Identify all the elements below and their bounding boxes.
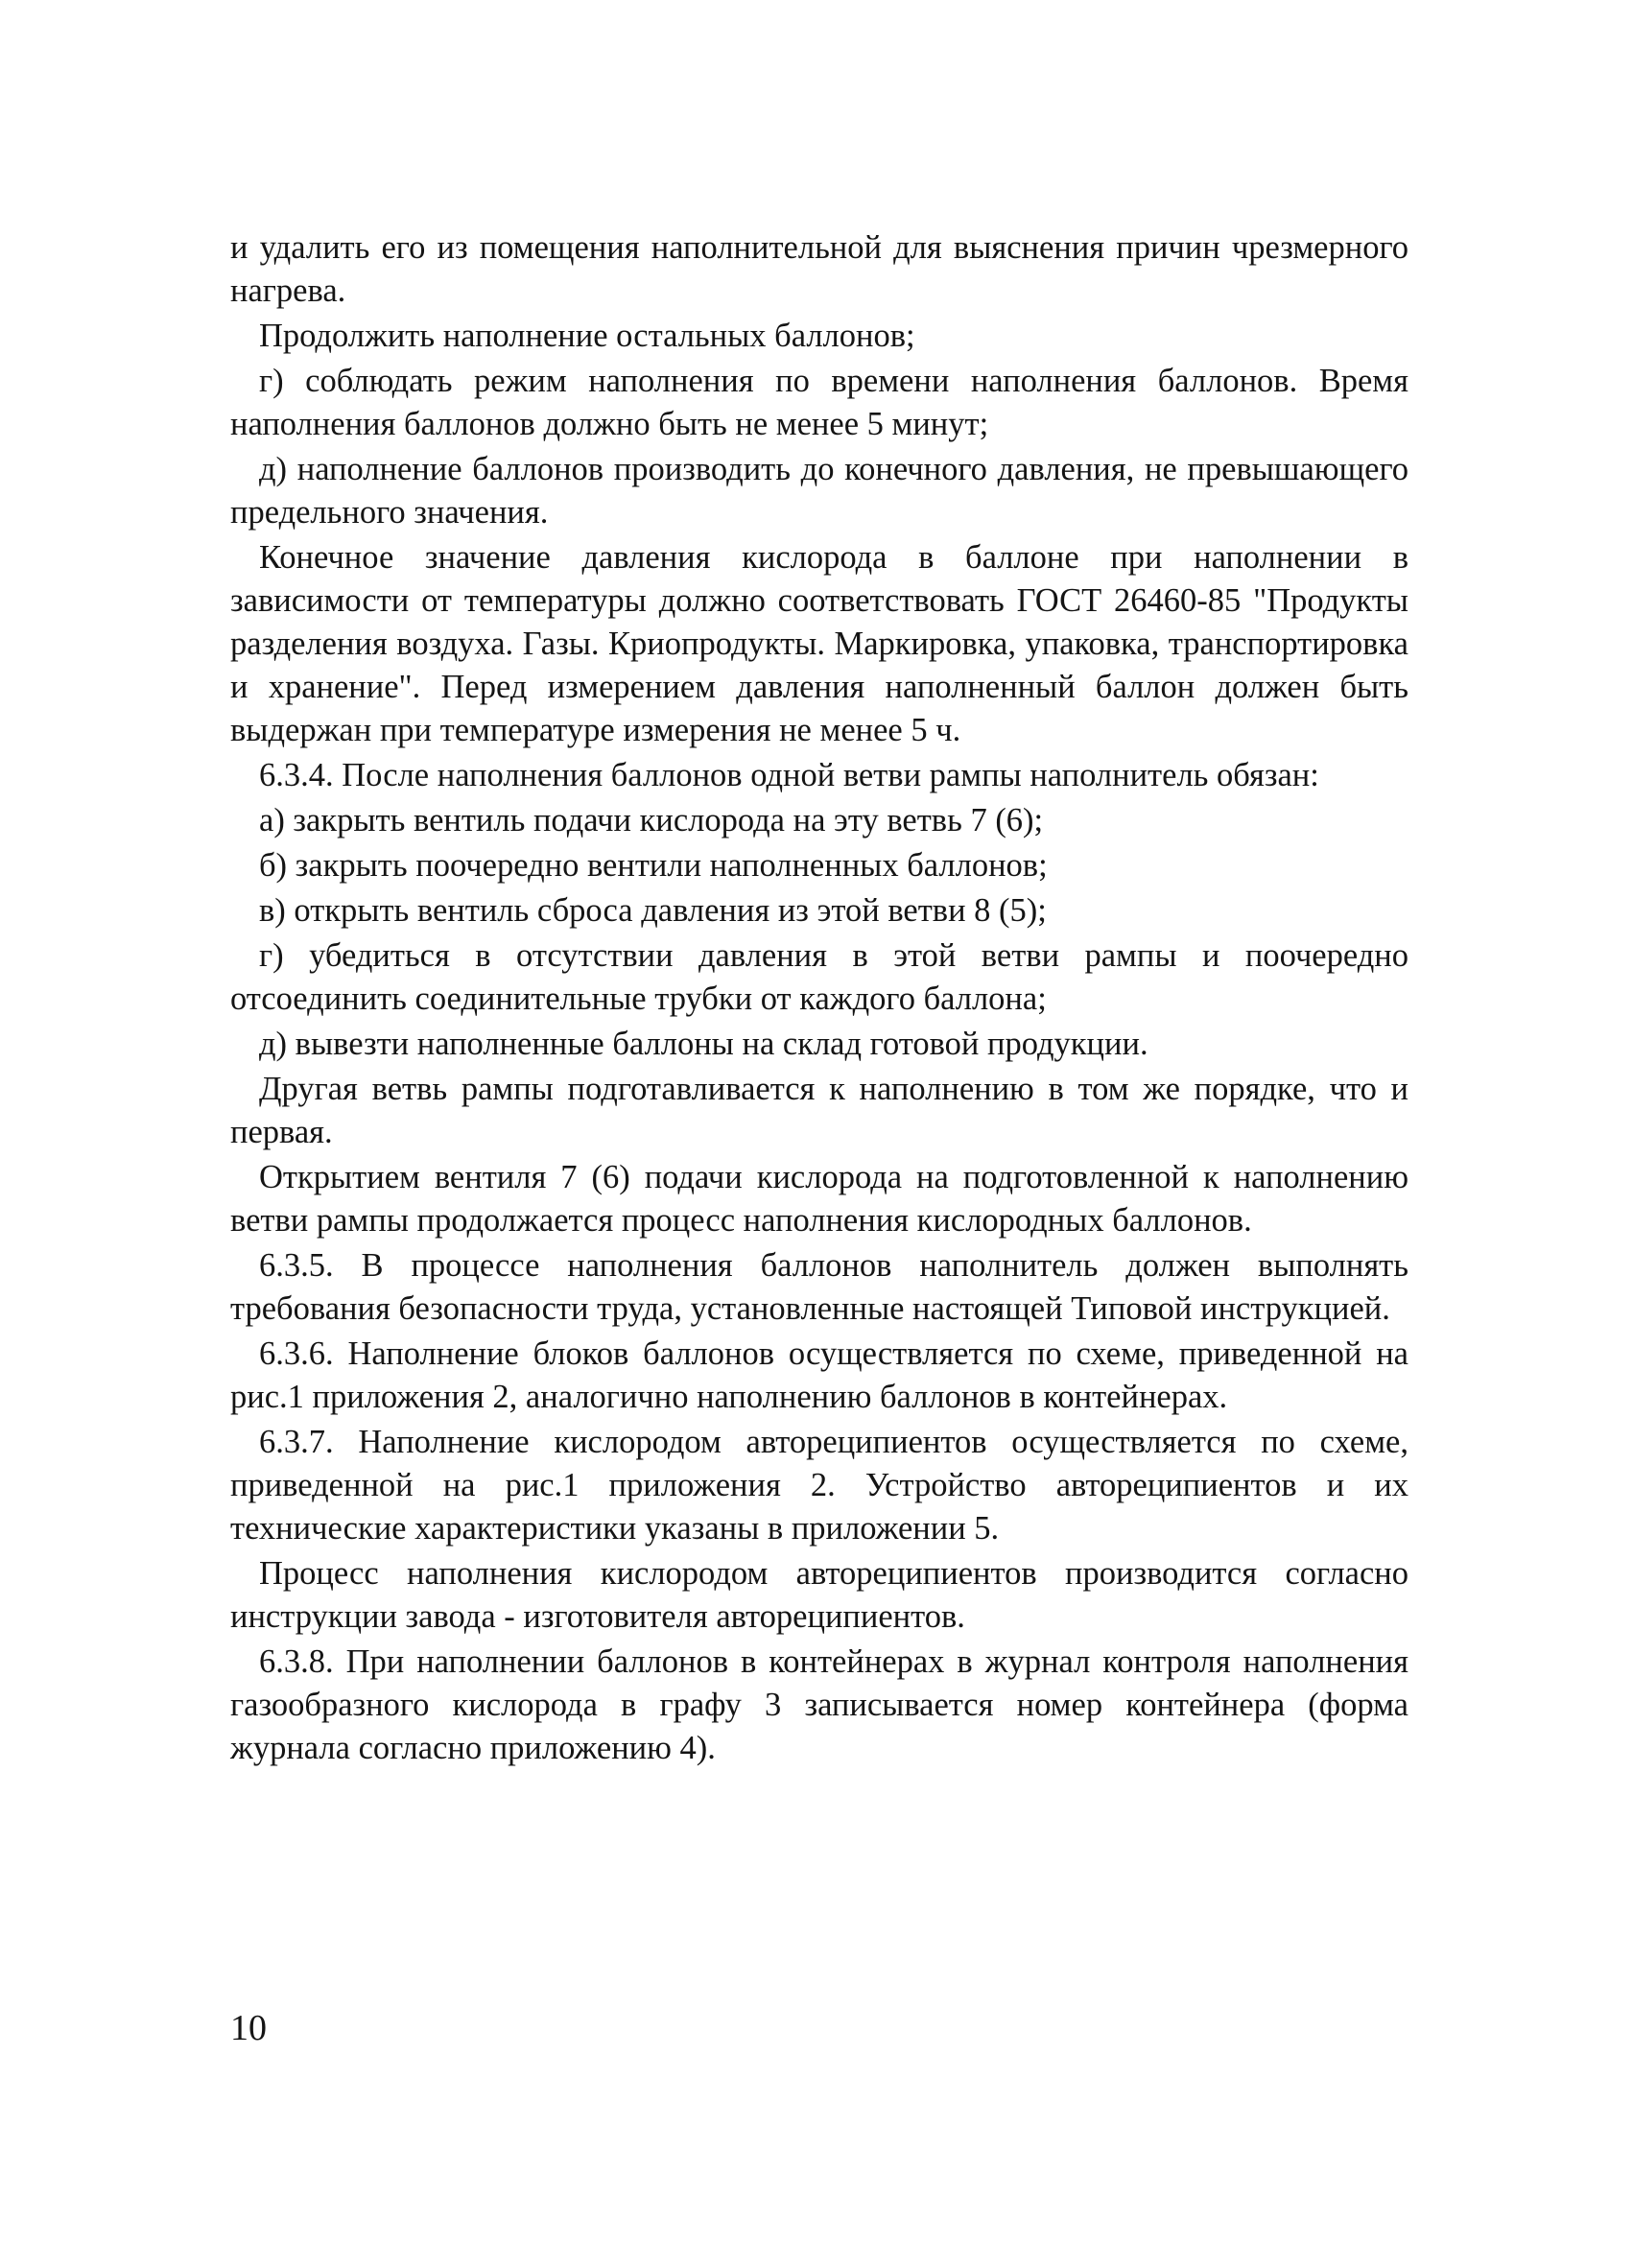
paragraph: д) вывезти наполненные баллоны на склад готовой продукции. [259, 1026, 1148, 1062]
paragraph: 6.3.5. В процессе наполнения баллонов наполнитель должен выполнять требования безопасности труда, установленные настоящей Типовой инструкцией. [230, 1247, 1408, 1327]
paragraph: б) закрыть поочередно вентили наполненных баллонов; [259, 847, 1048, 884]
paragraph: Открытием вентиля 7 (6) подачи кислорода на подготовленной к наполнению ветви рампы продолжается процесс наполнения кислородных баллонов. [230, 1159, 1408, 1239]
paragraph: Другая ветвь рампы подготавливается к наполнению в том же порядке, что и первая. [230, 1071, 1408, 1150]
paragraph: а) закрыть вентиль подачи кислорода на эту ветвь 7 (6); [259, 802, 1044, 839]
paragraph: г) соблюдать режим наполнения по времени наполнения баллонов. Время наполнения баллонов должно быть не менее 5 минут; [230, 363, 1408, 442]
paragraph: в) открыть вентиль сброса давления из этой ветви 8 (5); [259, 892, 1047, 929]
paragraph: д) наполнение баллонов производить до конечного давления, не превышающего предельного значения. [230, 451, 1408, 531]
paragraph: 6.3.8. При наполнении баллонов в контейнерах в журнал контроля наполнения газообразного кислорода в графу 3 записывается номер контейнера (форма журнала согласно приложению 4). [230, 1643, 1408, 1766]
paragraph: Конечное значение давления кислорода в баллоне при наполнении в зависимости от температуры должно соответствовать ГОСТ 26460-85 "Продукты разделения воздуха. Газы. Криопродукты. Маркировка, упаковка, транспортировка и хранение". Перед измерением давления наполненный баллон должен быть выдержан при температуре измерения не менее 5 ч. [230, 539, 1408, 748]
paragraph: 6.3.6. Наполнение блоков баллонов осуществляется по схеме, приведенной на рис.1 приложения 2, аналогично наполнению баллонов в контейнерах. [230, 1335, 1408, 1415]
paragraph: Продолжить наполнение остальных баллонов; [259, 318, 915, 354]
paragraph: г) убедиться в отсутствии давления в этой ветви рампы и поочередно отсоединить соединительные трубки от каждого баллона; [230, 937, 1408, 1017]
paragraph: Процесс наполнения кислородом автореципиентов производится согласно инструкции завода - изготовителя автореципиентов. [230, 1555, 1408, 1635]
body-text [230, 226, 1408, 1772]
paragraph: 6.3.7. Наполнение кислородом автореципиентов осуществляется по схеме, приведенной на рис.1 приложения 2. Устройство автореципиентов и их технические характеристики указаны в приложении 5. [230, 1424, 1408, 1547]
paragraph: и удалить его из помещения наполнительной для выяснения причин чрезмерного нагрева. [230, 229, 1408, 309]
paragraph: 6.3.4. После наполнения баллонов одной ветви рампы наполнитель обязан: [259, 757, 1319, 793]
page-number: 10 [230, 2008, 267, 2048]
